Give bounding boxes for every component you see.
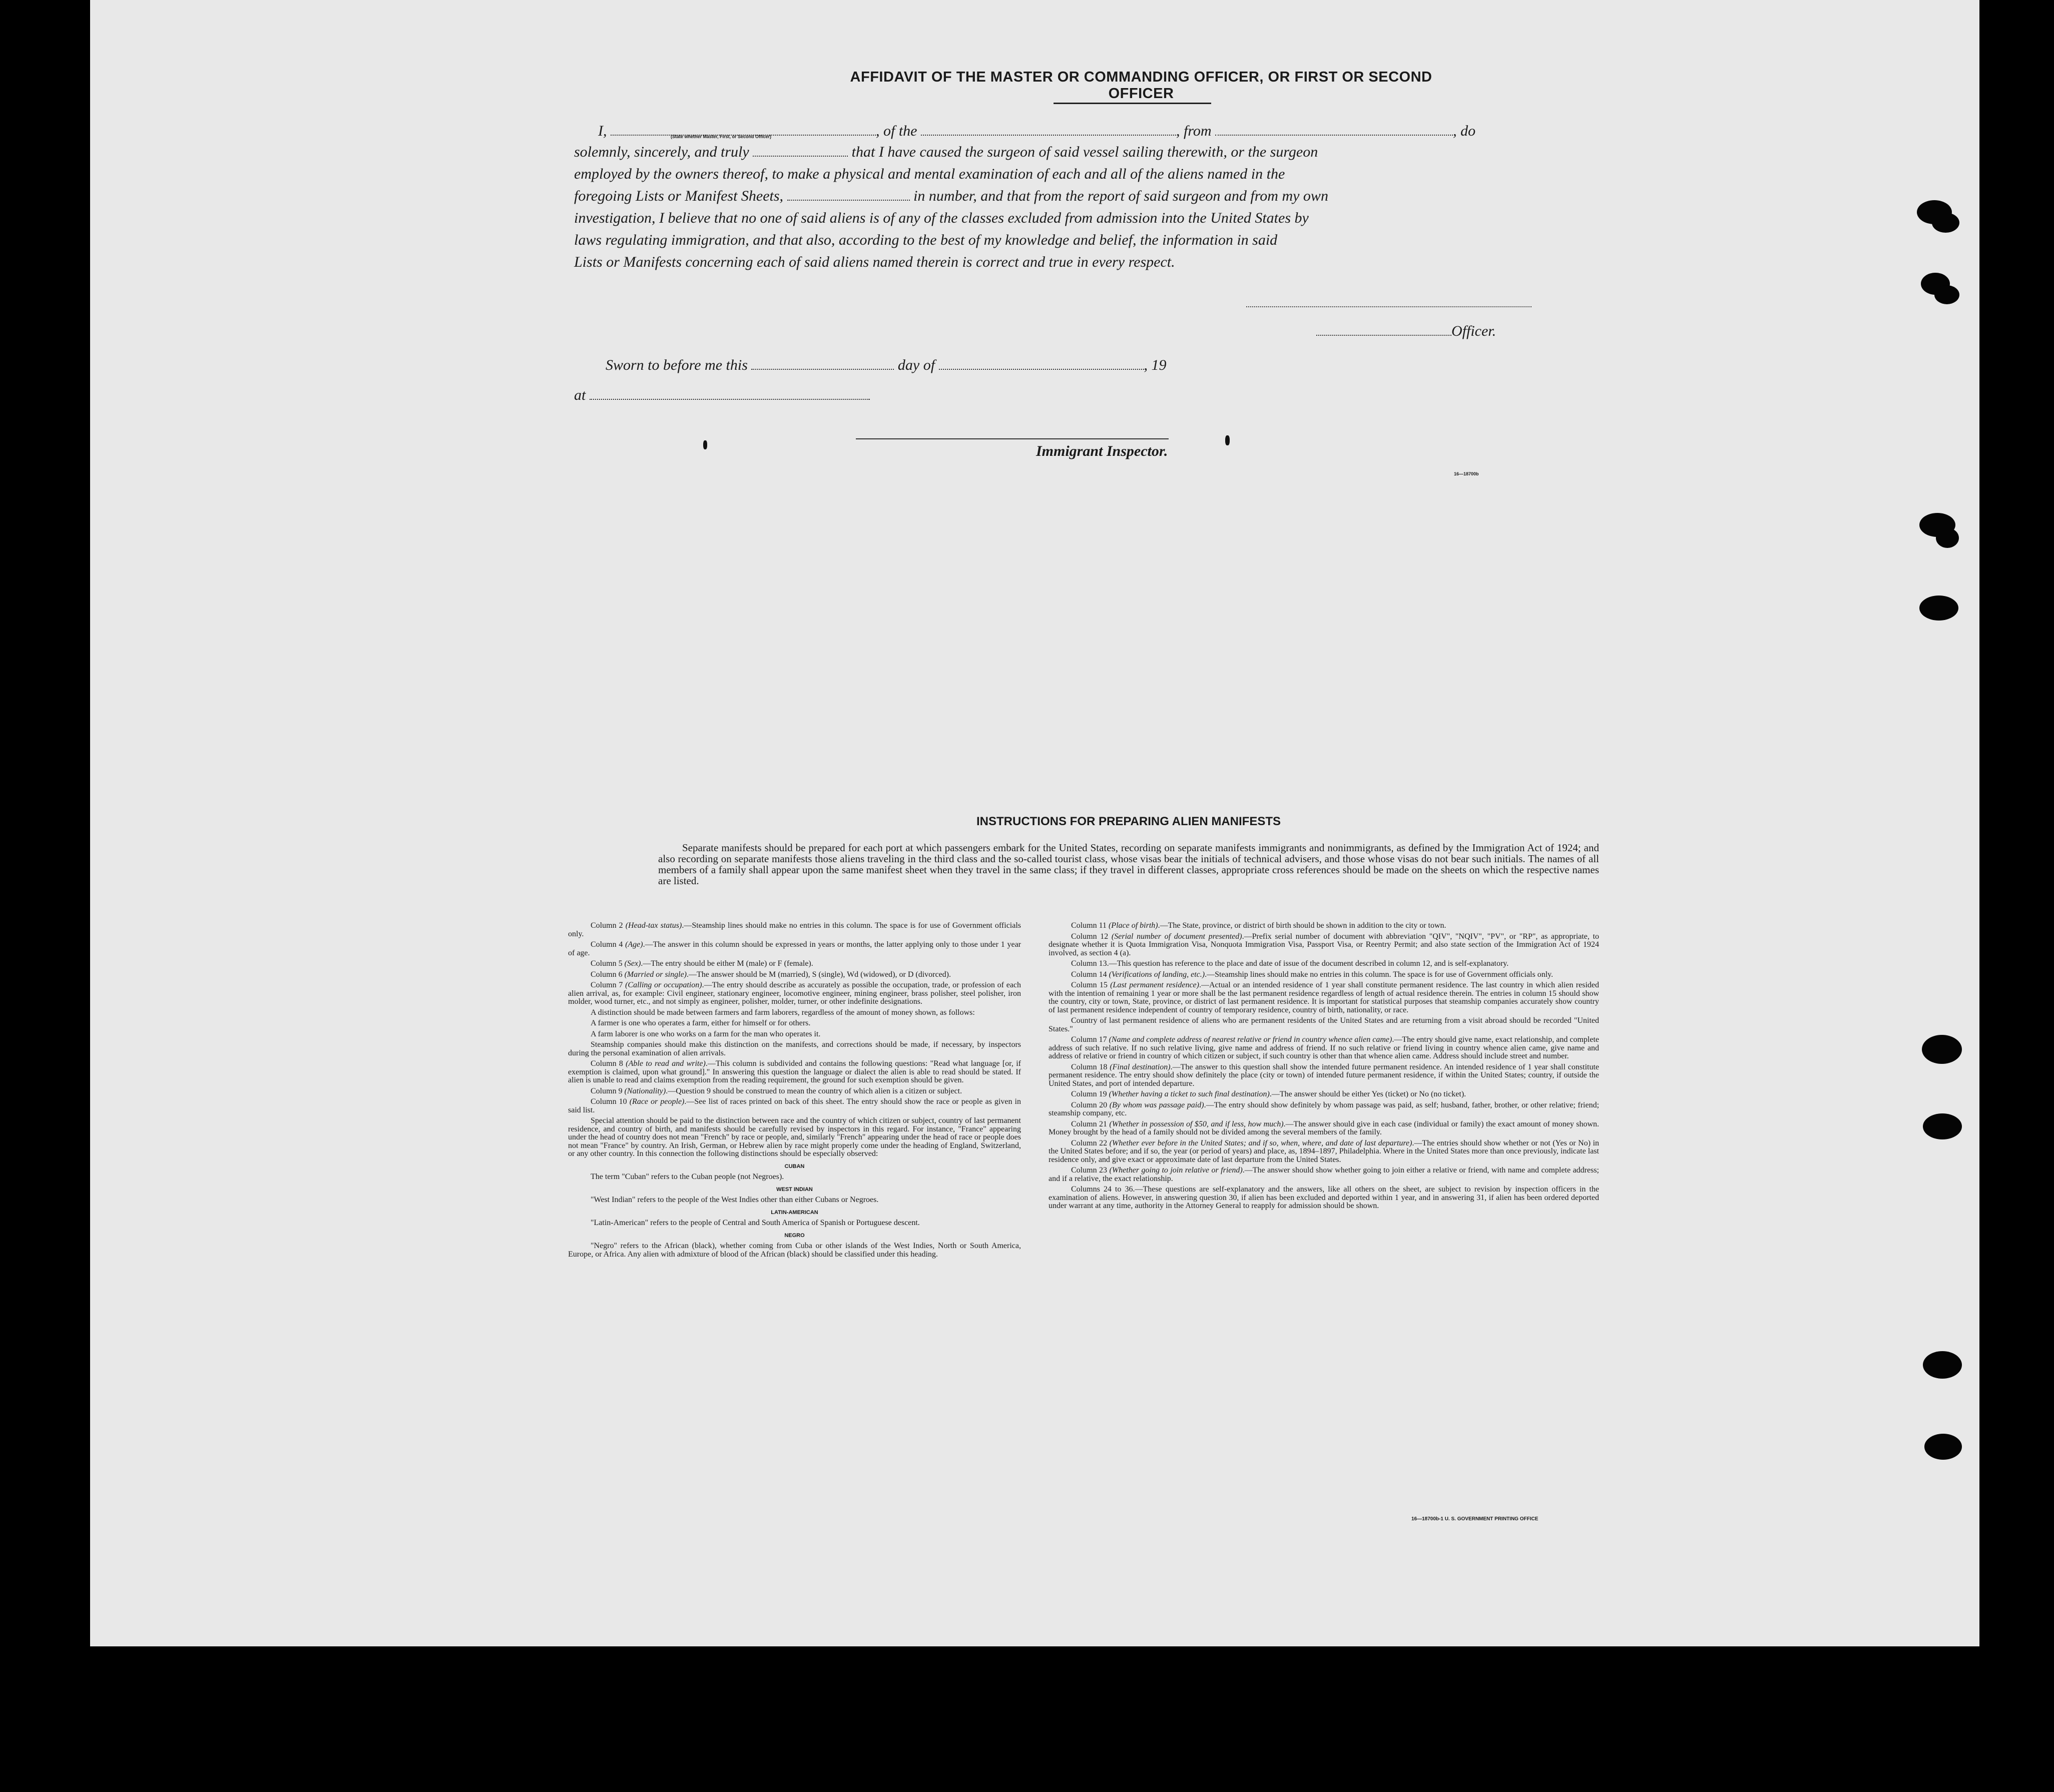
instruction-column-label: (Head-tax status) [625,921,682,930]
state-note: (State whether Master, First, or Second Officer) [671,134,772,139]
section-heading: NEGRO [784,1232,805,1239]
instruction-lead: Column 9 [591,1086,625,1095]
day-of-label: day of [897,357,935,373]
section-text: The term "Cuban" refers to the Cuban people (not Negroes). [591,1172,784,1181]
instruction-text: .—The answer to this question shall show the intended future permanent residence. An intended residence of 1 year shall constitute permanent residence. The entry should show definitely the place (city or town) of intended future permanent residence, if within the United States; country, if outside the United States, and port of intended departure. [1049,1062,1600,1088]
instruction-lead: Column 11 [1071,921,1109,930]
sheet-count-blank[interactable] [787,187,910,201]
instruction-paragraph [568,1060,1021,1085]
instruction-paragraph [1049,1185,1599,1211]
section-text: "West Indian" refers to the people of the West Indies other than either Cubans or Negroes. [591,1196,879,1204]
instruction-lead: Column 19 [1071,1090,1109,1098]
instruction-paragraph [1049,981,1599,1014]
officer-rank-blank[interactable] [611,122,876,136]
instruction-text: .—The answer should show whether going to join either a relative or friend, with name and complete address; and if a relative, the exact relationship. [1049,1166,1600,1183]
instruction-paragraph [1049,933,1599,958]
i-label: I, [598,123,607,139]
instruction-column-label: (Whether in possession of $50, and if less, how much) [1109,1119,1284,1128]
instruction-text: .—Steamship lines should make no entries in this column. The space is for use of Government officials only. [1205,970,1554,979]
sworn-line [606,354,1167,376]
instruction-text: .—The entry should give name, exact relationship, and complete address of such relative. If no such relative living, give name and address of friend. If no such relative or friend living in country whence alien came, give name and address of relative or friend in country of which citizen or subject, if such country is other than that whence alien came. Address should include street and number. [1049,1035,1600,1060]
instruction-text: .—The entry should describe as accurately as possible the occupation, trade, or profession of each alien arrival, as, for example: Civil engineer, stationary engineer, locomotive engineer, mining engineer, brass polisher, steel polisher, iron molder, wood turner, etc., and not simply as engineer, polisher, molder, turner, or other indefinite designations. [568,981,1021,1006]
instruction-text: A farmer is one who operates a farm, either for himself or for others. [591,1019,811,1027]
instruction-lead: Column 18 [1071,1062,1110,1071]
instruction-paragraph [568,1087,1021,1096]
ink-spot [703,440,707,449]
binder-hole [1936,528,1959,548]
instruction-paragraph [1049,1166,1599,1183]
instruction-column-label: (Nationality) [624,1086,666,1095]
instruction-paragraph [568,1117,1021,1158]
signature-line[interactable] [1246,306,1531,307]
instruction-text: .—The State, province, or district of birth should be shown in addition to the city or town. [1158,921,1446,930]
instruction-column-label: (Place of birth) [1108,921,1158,930]
vessel-name-blank[interactable] [921,122,1176,136]
instructions-title: INSTRUCTIONS FOR PREPARING ALIEN MANIFESTS [976,815,1281,828]
instruction-paragraph [568,971,1021,979]
affidavit-line-6: laws regulating immigration, and that also, according to the best of my knowledge and belief, the information in said [574,232,1278,248]
of-the-label: , of the [876,123,917,139]
instruction-column-label: (Whether going to join relative or friend) [1109,1166,1243,1174]
instruction-column-label: (Verifications of landing, etc.) [1109,970,1205,979]
instruction-paragraph [1049,1017,1599,1033]
instruction-lead: Column 15 [1071,981,1111,989]
instruction-paragraph [568,1009,1021,1017]
instruction-text: Special attention should be paid to the distinction between race and the country of which citizen or subject, country of last permanent residence, and country of birth, and manifests should be carefully revised by inspectors in this regard. For instance, "France" appearing under the head of country does not mean "French" by race or people, and, similarly "French" appearing under the head of race or people does not mean "France" by country. An Irish, German, or Hebrew alien by race might properly come under the heading of England, Switzerland, or any other country. In this connection the following distinctions should be especially observed: [568,1116,1021,1158]
line4-end: in number, and that from the report of said surgeon and from my own [913,188,1328,204]
intro-text: Separate manifests should be prepared for each port at which passengers embark for the United States, recording on separate manifests immigrants and nonimmigrants, as defined by the Immigration Act of 1924; and also recording on separate manifests those aliens traveling in the third class and the so-called tourist class, whose visas bear the initials of technical advisers, and those whose visas do not bear such initials. The names of all members of a family shall appear upon the same manifest sheet when they travel in the same class; if they travel in different classes, appropriate cross references should be made on the sheets on which the respective names are listed. [658,842,1599,887]
binder-hole [1922,1035,1962,1064]
instruction-text: .—Question 9 should be construed to mean the country of which alien is a citizen or subject. [666,1086,962,1095]
instruction-paragraph [1049,971,1599,979]
instruction-paragraph [1049,1063,1599,1088]
officer-signature-blank[interactable] [1316,322,1451,336]
instruction-text: .—The entries should show whether or not (Yes or No) in the United States before; and if so, the year (or period of years) and place, as, 1894–1897, Philadelphia. Where in the United States more than once previously, indicate last residence only, and give exact or approximate date of last departure from the United States. [1049,1138,1600,1164]
instructions-right-column [1049,922,1599,1213]
port-blank[interactable] [1215,122,1453,136]
instruction-text: .—See list of races printed on back of this sheet. The entry should show the race or people as given in said list. [568,1097,1021,1114]
instruction-paragraph [568,941,1021,957]
instruction-lead: Column 14 [1071,970,1109,979]
form-number: 16—18700b [1454,471,1479,476]
instruction-column-label: (Age) [625,940,643,949]
instruction-paragraph [1049,960,1599,968]
instruction-text: Country of last permanent residence of aliens who are permanent residents of the United States and are returning from a visit abroad should be recorded "United States." [1049,1016,1599,1033]
instruction-lead: Column 2 [591,921,626,930]
do-label: , do [1453,123,1476,139]
instruction-column-label: (Serial number of document presented) [1111,932,1242,941]
instruction-lead: Column 7 [591,981,626,989]
binder-hole [1923,1113,1962,1139]
instruction-text: .—The answer should be M (married), S (single), Wd (widowed), or D (divorced). [687,970,951,979]
instruction-text: .—Steamship lines should make no entries in this column. The space is for use of Government officials only. [568,921,1021,938]
instruction-paragraph [1049,1139,1599,1164]
instruction-paragraph [1049,1120,1599,1137]
instruction-lead: Column 5 [591,959,625,968]
instruction-text: Columns 24 to 36.—These questions are self-explanatory and the answers, like all others on the sheet, are subject to revision by inspection officers in the examination of aliens. However, in answering question 30, if alien has been excluded and deported within 1 year, and in answering 31, if alien has been ordered deported under warrant at any time, authority in the Attorney General to reapply for admission should be shown. [1049,1185,1599,1210]
instruction-lead: Column 12 [1071,932,1112,941]
affirm-blank[interactable] [753,143,848,157]
section-heading: LATIN-AMERICAN [771,1209,818,1216]
affidavit-line-5: investigation, I believe that no one of said aliens is of any of the classes excluded from admission into the United States by [574,210,1309,226]
printing-office-footer: 16—18700b-1 U. S. GOVERNMENT PRINTING OFFICE [1411,1516,1538,1522]
instruction-text: .—The answer in this column should be expressed in years or months, the latter applying only to those under 1 year of age. [568,940,1021,957]
instruction-column-label: (Final destination) [1110,1062,1171,1071]
binder-hole [1923,1351,1962,1379]
instruction-column-label: (Married or single) [624,970,687,979]
document-sheet [90,0,1979,1646]
instruction-lead: Column 20 [1071,1100,1110,1109]
instruction-column-label: (By whom was passage paid) [1109,1100,1204,1109]
section-text: "Negro" refers to the African (black), whether coming from Cuba or other islands of the West Indies, North or South America, Europe, or Africa. Any alien with admixture of blood of the African (black) should be classified under this heading. [568,1242,1021,1259]
instruction-lead: Column 4 [591,940,626,949]
affidavit-line-4 [574,185,1328,207]
instruction-text: .—The answer should be either Yes (ticket) or No (no ticket). [1269,1090,1466,1098]
binder-hole [1924,1434,1962,1460]
section-heading: CUBAN [784,1163,805,1169]
instruction-lead: Column 17 [1071,1035,1109,1044]
instruction-column-label: (Race or people) [629,1097,685,1106]
instruction-column-label: (Whether having a ticket to such final destination) [1109,1090,1270,1098]
line2-start: solemnly, sincerely, and truly [574,144,749,160]
sworn-month-blank[interactable] [939,356,1144,370]
instruction-text: .—This question has reference to the place and date of issue of the document described in column 12, and is self-explanatory. [1107,959,1509,968]
instruction-paragraph [568,1019,1021,1028]
instruction-paragraph [568,922,1021,938]
instruction-lead: Column 6 [591,970,625,979]
instruction-paragraph [568,981,1021,1006]
binder-hole [1919,595,1958,621]
instruction-text: Steamship companies should make this distinction on the manifests, and corrections should be made, if necessary, by inspectors during the personal examination of alien arrivals. [568,1040,1021,1057]
officer-line [1316,320,1496,342]
section-text: "Latin-American" refers to the people of Central and South America of Spanish or Portuguese descent. [591,1219,920,1227]
instruction-text: A farm laborer is one who works on a farm for the man who operates it. [591,1029,821,1038]
binder-hole [1932,213,1959,233]
instruction-paragraph [568,1098,1021,1114]
instruction-text: .—The entry should be either M (male) or F (female). [641,959,813,968]
instruction-text: .—Prefix serial number of document with abbreviation "QIV", "NQIV", "PV", or "RP", as appropriate, to designate whether it is Quota Immigration Visa, Nonquota Immigration Visa, Passport Visa, or Reentry Permit; and also state section of the Immigration Act of 1924 involved, as section 4 (a). [1049,932,1600,957]
instruction-lead: Column 10 [591,1097,630,1106]
line2-end: that I have caused the surgeon of said vessel sailing therewith, or the surgeon [851,144,1318,160]
instruction-text: .—Actual or an intended residence of 1 year shall constitute permanent residence. The last country in which alien resided with the intention of remaining 1 year or more shall be the last permanent residence regardless of length of actual residence therein. The entries in column 15 should show the country, city or town, State, province, or district of last permanent residence. It is important for statistical purposes that steamship companies accurately show country of last permanent residence independent of country of temporary residence, country of birth, nationality, or race. [1049,981,1599,1014]
instruction-paragraph [1049,1101,1599,1118]
instruction-paragraph [1049,922,1599,930]
instruction-paragraph [568,960,1021,968]
place-blank[interactable] [590,386,870,400]
instruction-lead: Column 23 [1071,1166,1110,1174]
instruction-column-label: (Calling or occupation) [625,981,702,989]
at-line [574,384,870,406]
binder-hole [1934,285,1959,304]
from-label: , from [1176,123,1212,139]
instruction-lead: Column 13 [1071,959,1107,968]
instruction-text: .—The answer should give in each case (individual or family) the exact amount of money shown. Money brought by the head of a family should not be divided among the several members of the family. [1049,1119,1600,1136]
instruction-lead: Column 21 [1071,1119,1110,1128]
instructions-intro [658,842,1599,886]
affidavit-title: AFFIDAVIT OF THE MASTER OR COMMANDING OFFICER, OR FIRST OR SECOND OFFICER [850,69,1432,102]
affidavit-line-2 [574,141,1609,163]
instruction-column-label: (Whether ever before in the United States; and if so, when, where, and date of last departure) [1109,1138,1412,1147]
section-heading: WEST INDIAN [776,1186,813,1192]
inspector-label: Immigrant Inspector. [1036,443,1168,459]
instructions-left-column [568,922,1021,1261]
instruction-column-label: (Last permanent residence) [1110,981,1199,989]
instruction-paragraph [1049,1036,1599,1061]
instruction-text: A distinction should be made between farmers and farm laborers, regardless of the amount of money shown, as follows: [591,1008,975,1017]
instruction-lead: Column 8 [591,1059,626,1068]
instruction-paragraph [568,1041,1021,1057]
sworn-label: Sworn to before me this [606,357,748,373]
instruction-column-label: (Sex) [624,959,641,968]
ink-spot [1225,435,1230,445]
line4-start: foregoing Lists or Manifest Sheets, [574,188,784,204]
sworn-day-blank[interactable] [751,356,894,370]
at-label: at [574,387,586,403]
instruction-lead: Column 22 [1071,1138,1110,1147]
title-rule [1054,103,1211,104]
officer-label: Officer. [1451,323,1496,339]
affidavit-line-7: Lists or Manifests concerning each of said aliens named therein is correct and true in every respect. [574,254,1175,270]
inspector-signature-line[interactable] [856,438,1169,439]
instruction-column-label: (Able to read and write) [626,1059,706,1068]
instruction-text: .—The entry should show definitely by whom passage was paid, as self; husband, father, brother, or other relative; friend; steamship company, etc. [1049,1100,1600,1117]
instruction-paragraph [568,1030,1021,1039]
year-label: , 19 [1144,357,1167,373]
instruction-column-label: (Name and complete address of nearest relative or friend in country whence alien came) [1109,1035,1392,1044]
affidavit-line-3: employed by the owners thereof, to make a physical and mental examination of each and all of the aliens named in the [574,166,1285,182]
instruction-text: .—This column is subdivided and contains the following questions: "Read what language [or, if exemption is claimed, upon what ground]." In answering this question the language or dialect the alien is able to read should be stated. If alien is unable to read and claims exemption from the reading requirement, the ground for such exemption should be given. [568,1059,1021,1084]
instruction-paragraph [1049,1090,1599,1099]
